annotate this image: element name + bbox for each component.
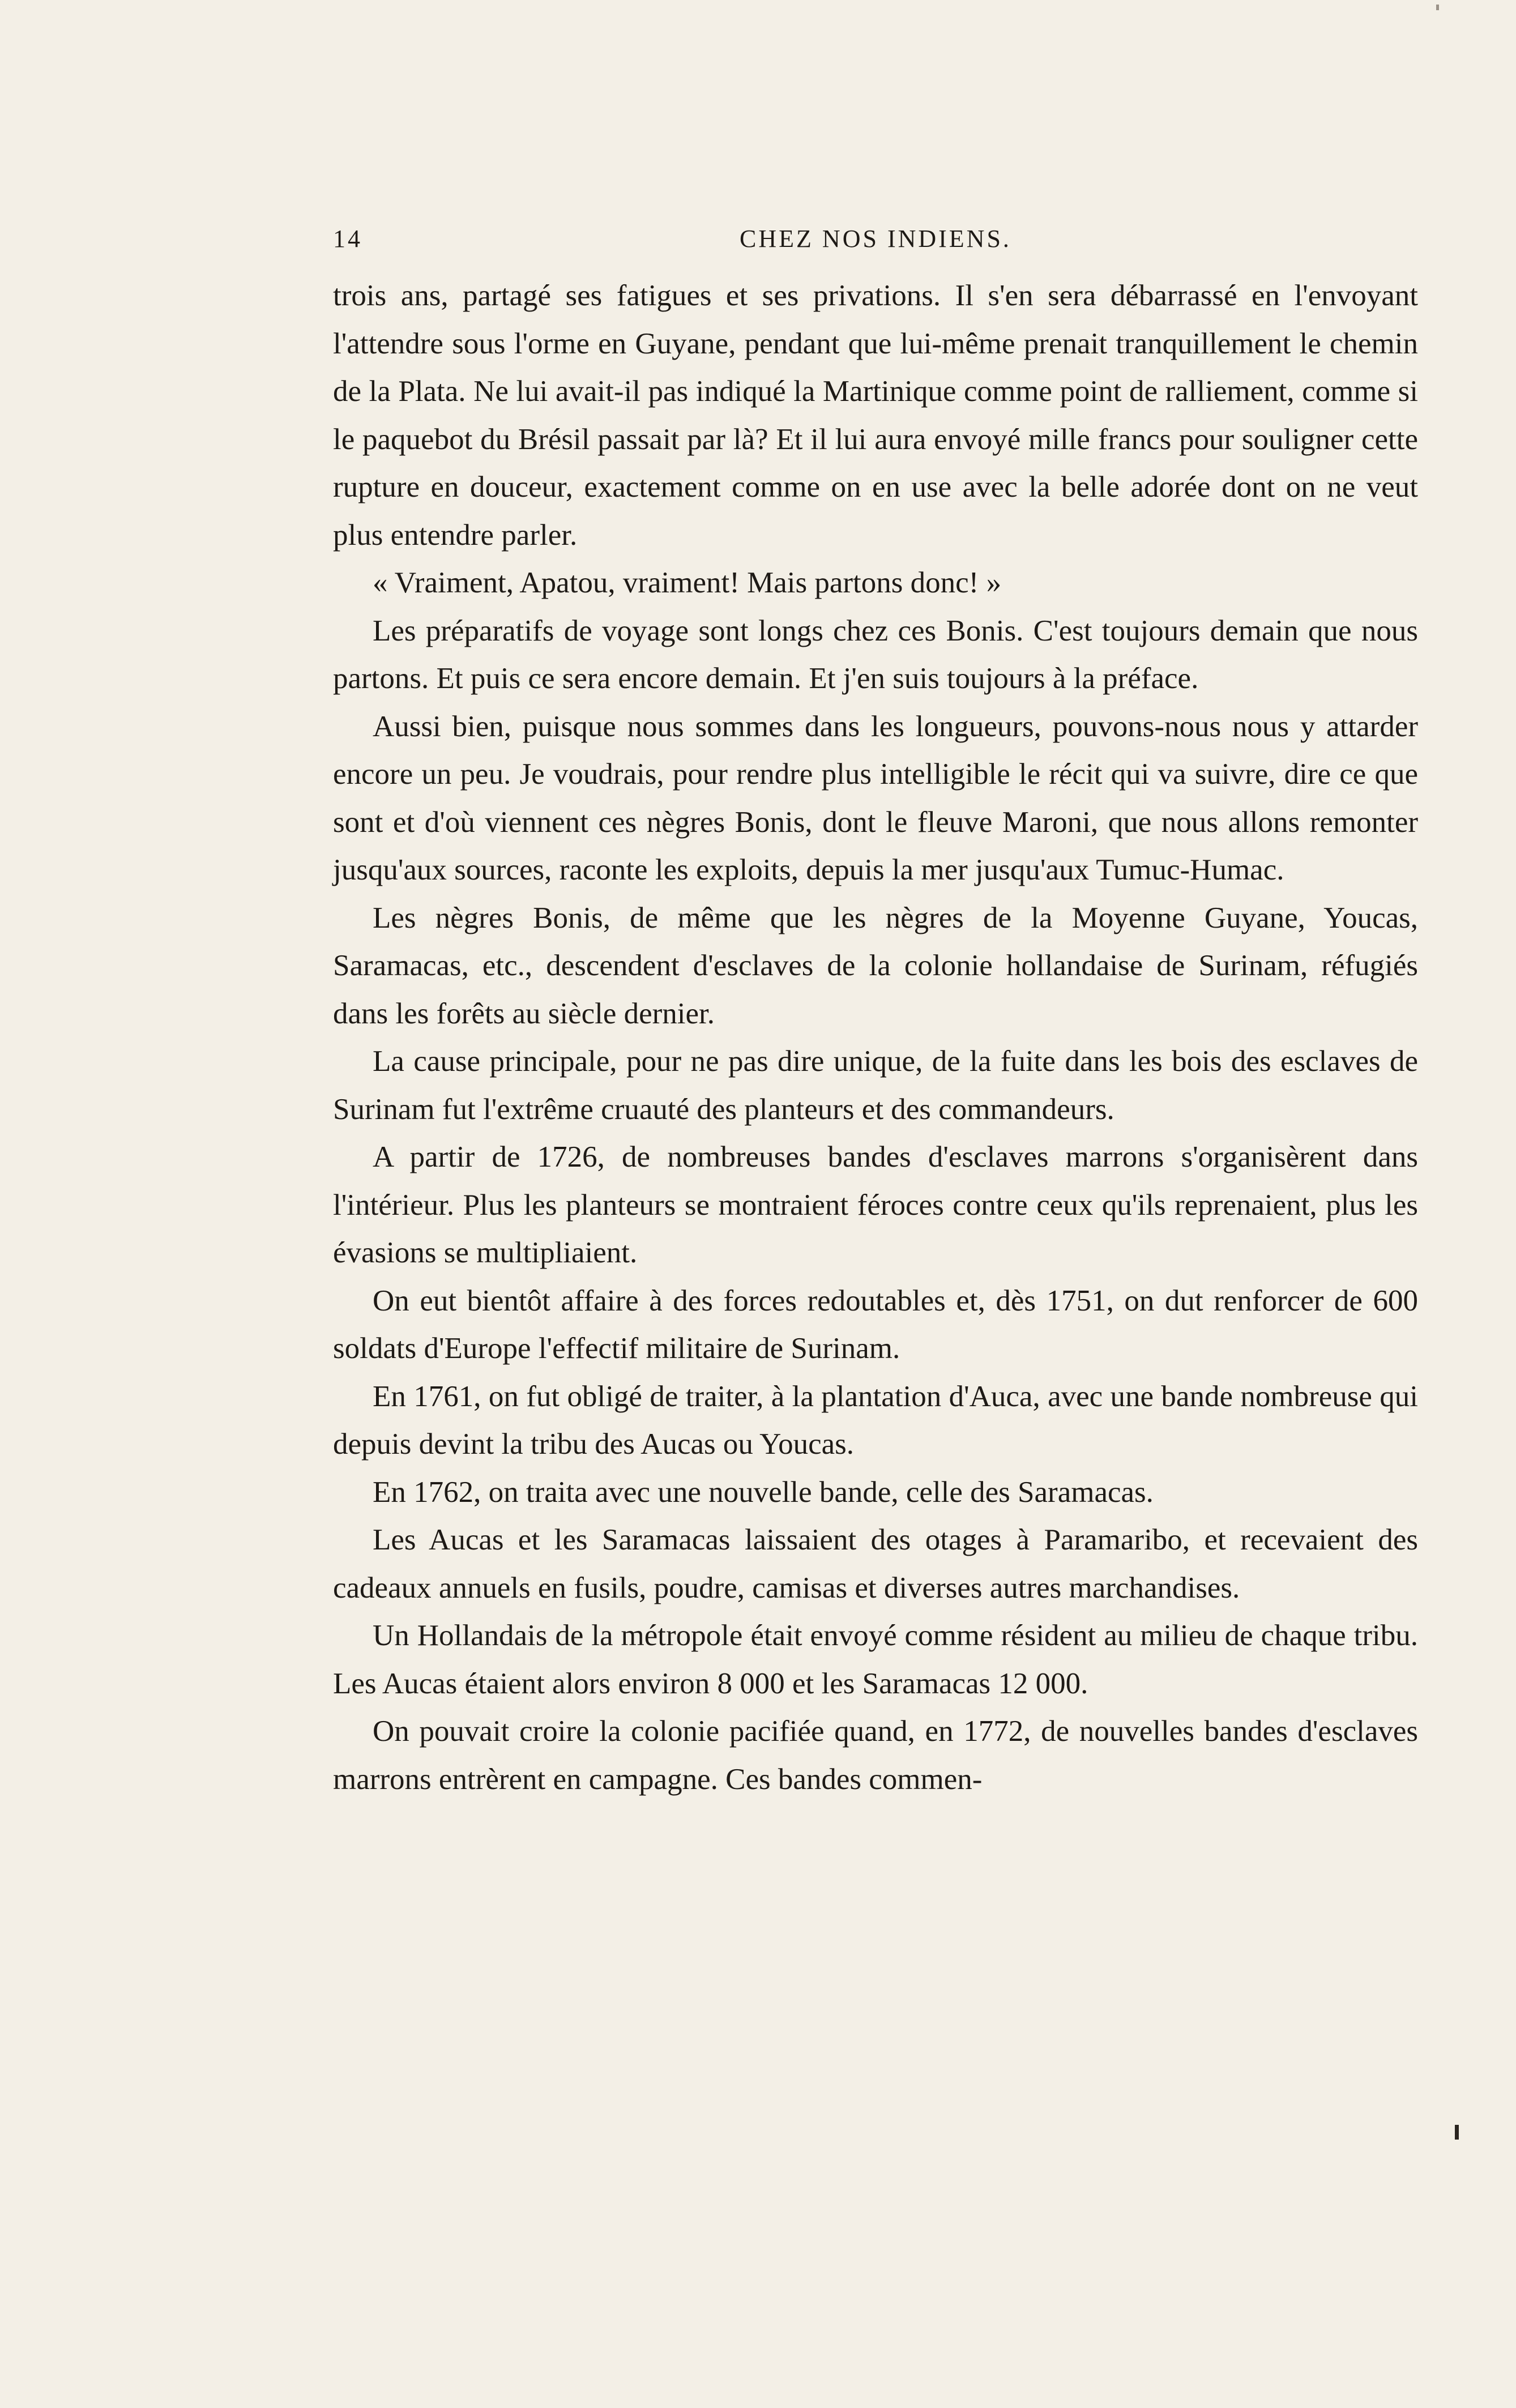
paragraph: Les Aucas et les Saramacas laissaient des otages à Paramaribo, et recevaient des cadeaux annuels en fusils, poudre, camisas et diverses autres marchandises. — [333, 1523, 1418, 1604]
running-title: CHEZ NOS INDIENS. — [740, 225, 1011, 253]
paragraph: Aussi bien, puisque nous sommes dans les longueurs, pouvons-nous nous y attarder encore un peu. Je voudrais, pour rendre plus intelligible le récit qui va suivre, dire ce que sont et d'où viennent ces nègres Bonis, dont le fleuve Maroni, que nous allons remonter jusqu'aux sources, raconte les exploits, depuis la mer jusqu'aux Tumuc-Humac. — [333, 710, 1418, 886]
paragraph: On eut bientôt affaire à des forces redoutables et, dès 1751, on dut renforcer de 600 soldats d'Europe l'effectif militaire de Surinam. — [333, 1284, 1418, 1365]
paragraph: La cause principale, pour ne pas dire unique, de la fuite dans les bois des esclaves de Surinam fut l'extrême cruauté des planteurs et des commandeurs. — [333, 1045, 1418, 1126]
paragraph: « Vraiment, Apatou, vraiment! Mais partons donc! » — [373, 566, 1002, 599]
running-head — [333, 224, 1418, 264]
paragraph: En 1761, on fut obligé de traiter, à la plantation d'Auca, avec une bande nombreuse qui depuis devint la tribu des Aucas ou Youcas. — [333, 1380, 1418, 1461]
paragraph: A partir de 1726, de nombreuses bandes d'esclaves marrons s'organisèrent dans l'intérieur. Plus les planteurs se montraient féroces contre ceux qu'ils reprenaient, plus les évasions se multipliaient. — [333, 1141, 1418, 1269]
scan-speck — [1436, 5, 1439, 10]
paragraph: Les nègres Bonis, de même que les nègres de la Moyenne Guyane, Youcas, Saramacas, etc., descendent d'esclaves de la colonie hollandaise de Surinam, réfugiés dans les forêts au siècle dernier. — [333, 901, 1418, 1030]
paragraph: On pouvait croire la colonie pacifiée quand, en 1772, de nouvelles bandes d'esclaves marrons entrèrent en campagne. Ces bandes commen- — [333, 1715, 1418, 1796]
paragraph: En 1762, on traita avec une nouvelle bande, celle des Saramacas. — [373, 1475, 1154, 1509]
body-text — [333, 272, 1418, 1803]
paragraph: Un Hollandais de la métropole était envoyé comme résident au milieu de chaque tribu. Les Aucas étaient alors environ 8 000 et les Saramacas 12 000. — [333, 1619, 1418, 1700]
paragraph: trois ans, partagé ses fatigues et ses privations. Il s'en sera débarrassé en l'envoyant l'attendre sous l'orme en Guyane, pendant que lui-même prenait tranquillement le chemin de la Plata. Ne lui avait-il pas indiqué la Martinique comme point de ralliement, comme si le paquebot du Brésil passait par là? Et il lui aura envoyé mille francs pour souligner cette rupture en douceur, exactement comme on en use avec la belle adorée dont on ne veut plus entendre parler. — [333, 279, 1418, 552]
paragraph: Les préparatifs de voyage sont longs chez ces Bonis. C'est toujours demain que nous partons. Et puis ce sera encore demain. Et j'en suis toujours à la préface. — [333, 614, 1418, 695]
scan-speck — [1455, 2125, 1459, 2140]
page-number: 14 — [333, 225, 362, 253]
